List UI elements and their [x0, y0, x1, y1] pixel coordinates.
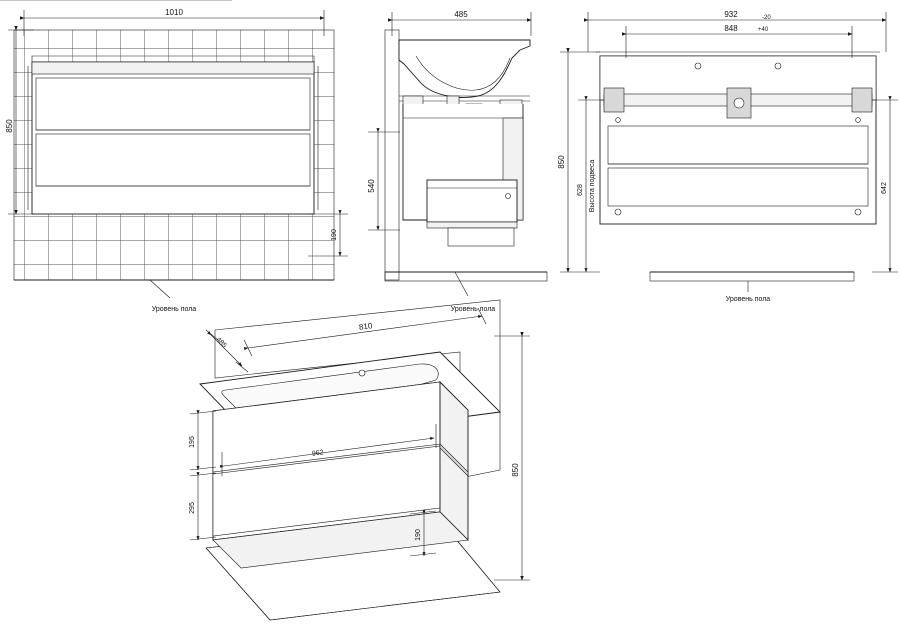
- fixing-hole-icon: [615, 209, 621, 215]
- dim-label-190-front: 190: [331, 229, 338, 241]
- bracket-left: [604, 88, 624, 112]
- tap-hole-icon: [359, 370, 365, 376]
- ext-line: [236, 362, 248, 372]
- fixing-hole-icon: [695, 63, 701, 69]
- fixing-hole-icon: [616, 118, 621, 123]
- fixing-hole-icon: [855, 209, 861, 215]
- countertop-front: [32, 62, 314, 74]
- ext-line: [190, 537, 216, 540]
- dim-label-932: 932: [724, 10, 738, 19]
- drawer-lower-front: [36, 134, 310, 186]
- ext-line: [410, 553, 436, 556]
- view-side-section: [367, 10, 547, 313]
- floor-level-label-front: Уровень пола: [151, 306, 197, 313]
- dim-label-190-iso: 190: [415, 529, 422, 541]
- drawer-box-side: [427, 180, 517, 222]
- dim-label-540: 540: [367, 179, 376, 193]
- dim-tol-932: -20: [762, 15, 771, 21]
- floor-band-rear: [650, 272, 854, 281]
- slide-pin-icon: [506, 194, 511, 199]
- dim-label-810: 810: [358, 321, 373, 332]
- floor-level-label-rear: Уровень пола: [725, 296, 771, 303]
- bracket-right: [852, 88, 872, 112]
- dim-label-642: 642: [881, 182, 888, 194]
- fixing-hole-icon: [856, 118, 861, 123]
- drawer-lower-rear: [608, 168, 868, 206]
- drawer-upper-rear: [608, 126, 868, 164]
- dim-label-295: 295: [189, 502, 196, 514]
- mount-height-label: Высота подвеса: [589, 159, 596, 213]
- drawer-front-side: [448, 228, 514, 246]
- drawer-upper-front: [36, 78, 310, 130]
- leader-floor-front: [150, 280, 170, 298]
- dim-tol-848: +40: [758, 27, 769, 33]
- floor-band-side: [385, 272, 547, 281]
- dim-label-850-rear: 850: [557, 155, 566, 169]
- dim-label-850-iso: 850: [511, 463, 520, 477]
- wall-section-side: [385, 30, 399, 280]
- fixing-hole-icon: [775, 63, 781, 69]
- floor-level-label-side: Уровень пола: [450, 306, 496, 313]
- drawer-bottom-side: [427, 222, 517, 228]
- view-rear-elevation: [557, 10, 898, 303]
- basin-section-side: [399, 40, 530, 97]
- dim-label-850-front: 850: [5, 119, 14, 133]
- view-front-elevation: [5, 8, 348, 313]
- ext-line: [190, 467, 216, 470]
- ext-line: [190, 411, 216, 414]
- dim-label-485-side: 485: [454, 10, 468, 19]
- dim-label-962: 962: [311, 449, 325, 458]
- dim-line-810: [248, 316, 482, 348]
- drain-hole-icon: [734, 98, 744, 108]
- dim-label-628: 628: [577, 184, 584, 196]
- dim-label-848: 848: [724, 24, 738, 33]
- dim-label-195: 195: [189, 436, 196, 448]
- dim-label-1010: 1010: [165, 8, 183, 17]
- ext-line: [190, 473, 216, 476]
- dim-label-485-iso: 485: [214, 336, 228, 350]
- leader-floor-side: [455, 272, 468, 296]
